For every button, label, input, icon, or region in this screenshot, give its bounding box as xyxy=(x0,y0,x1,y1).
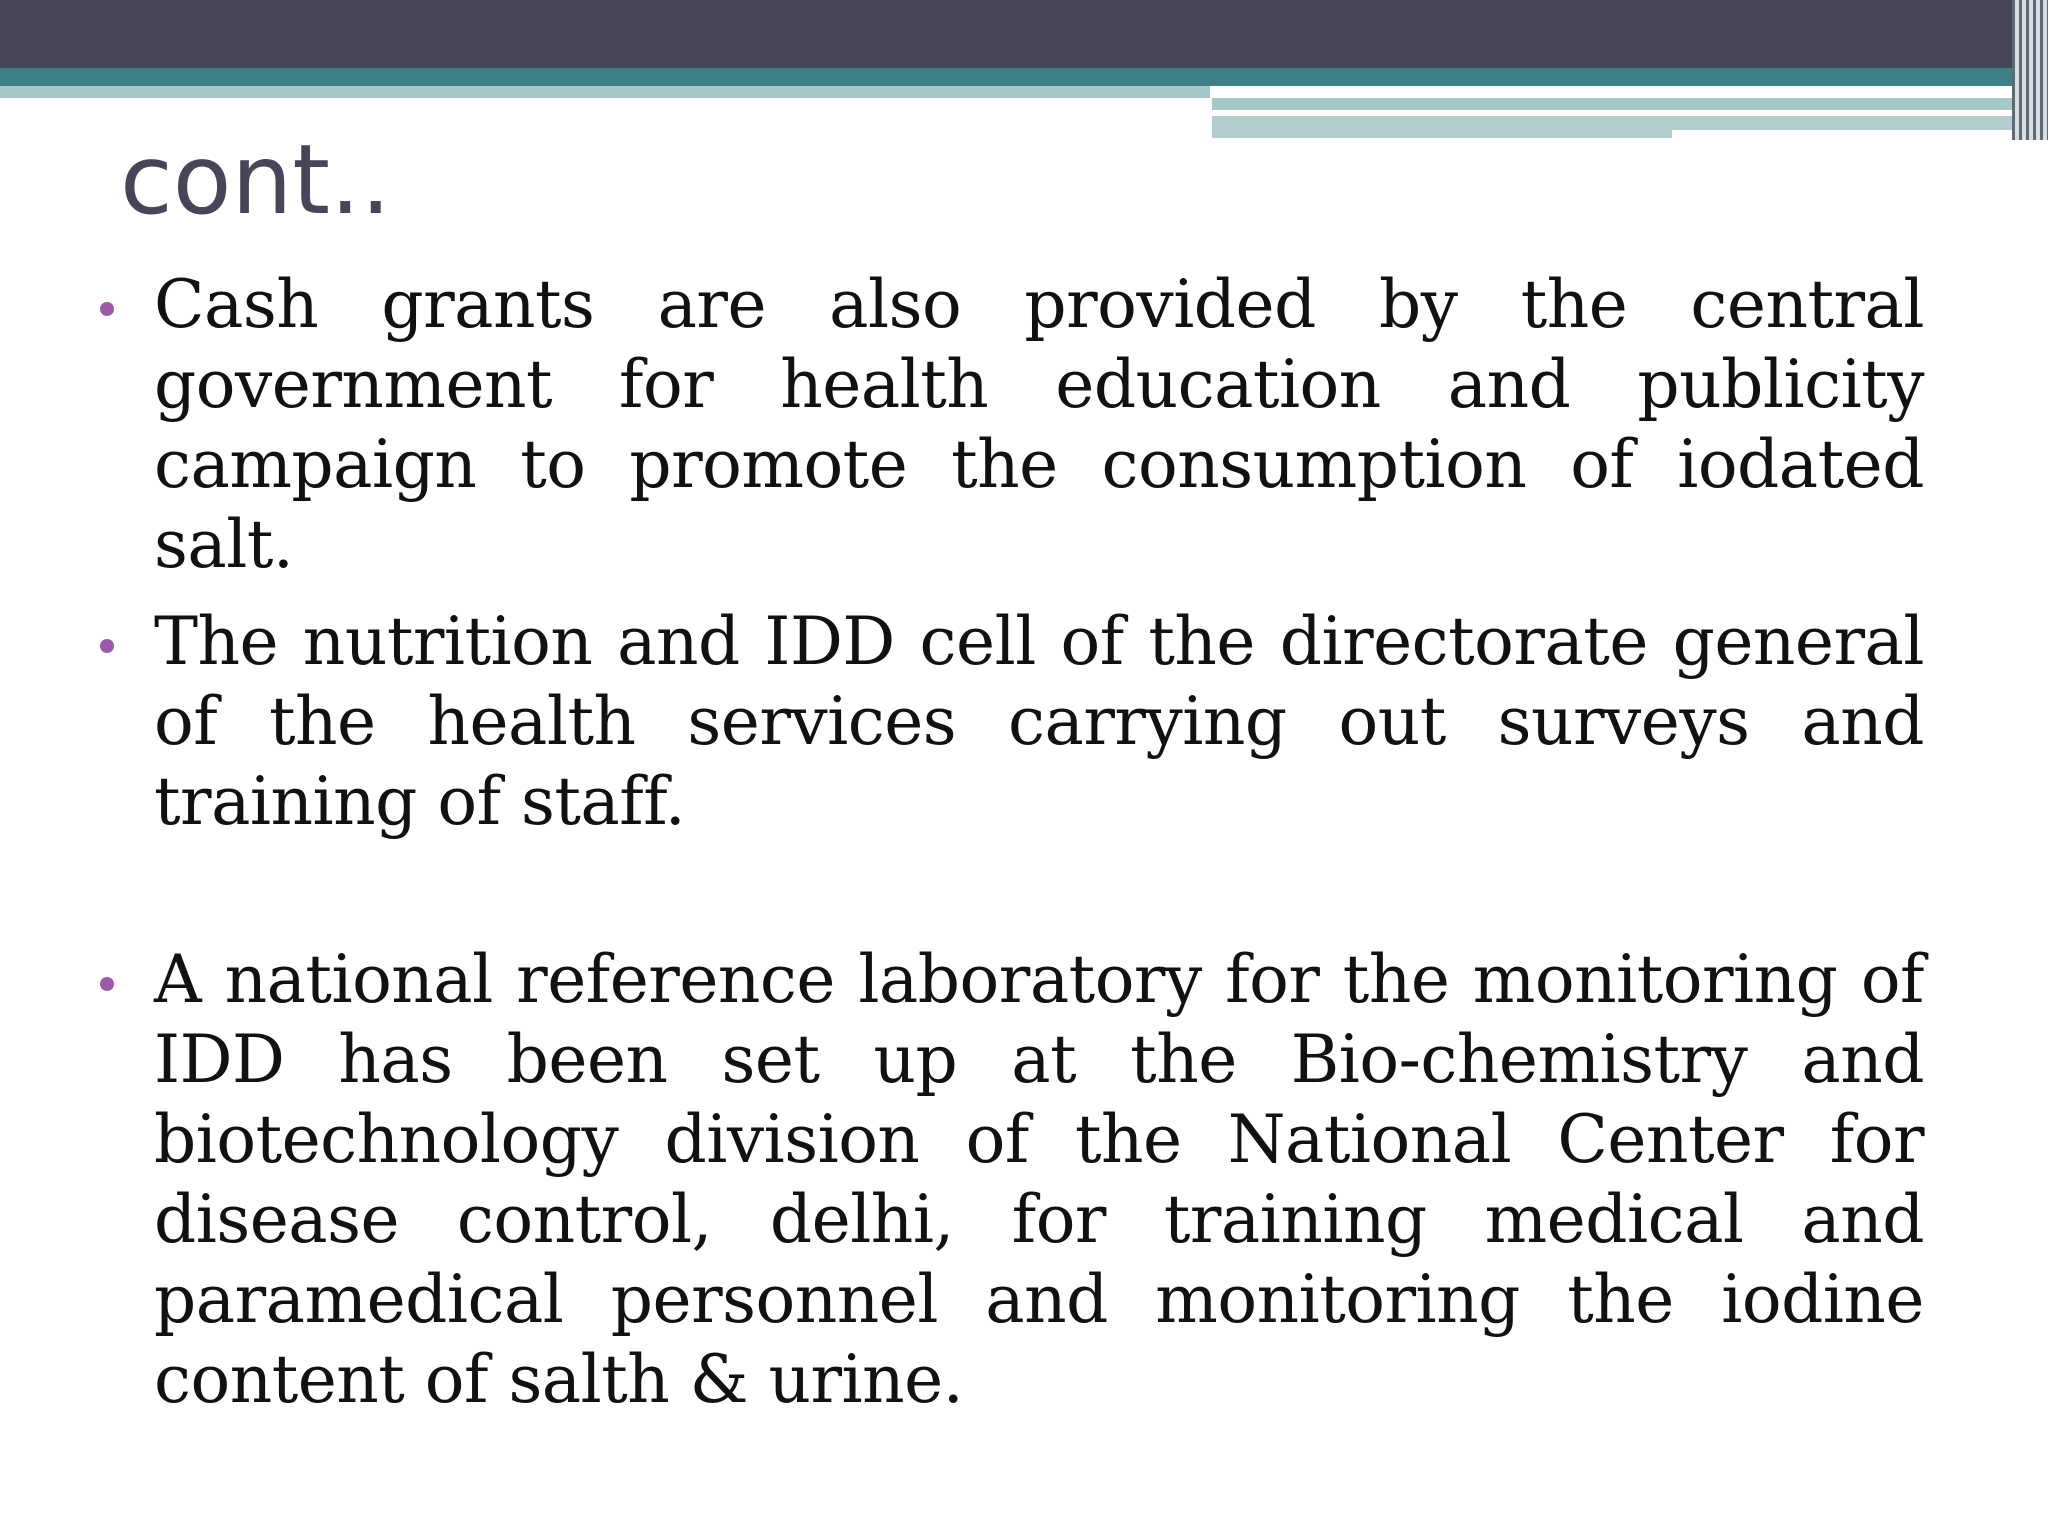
bullet-marker-icon xyxy=(100,302,114,316)
bullet-marker-icon xyxy=(100,977,114,991)
bullet-marker-icon xyxy=(100,639,114,653)
bullet-item: A national reference laboratory for the monitoring of IDD has been set up at the Bio-chemistry and biotechnology division of the National Center for disease control, delhi, for training medical and paramedical personnel and monitoring the iodine content of salth & urine. xyxy=(154,941,1924,1418)
bullet-item: Cash grants are also provided by the central government for health education and publicity campaign to promote the consumption of iodated salt. xyxy=(154,266,1924,583)
bullet-item: The nutrition and IDD cell of the directorate general of the health services carrying out surveys and training of staff. xyxy=(154,603,1924,840)
slide-title: cont.. xyxy=(120,124,392,236)
